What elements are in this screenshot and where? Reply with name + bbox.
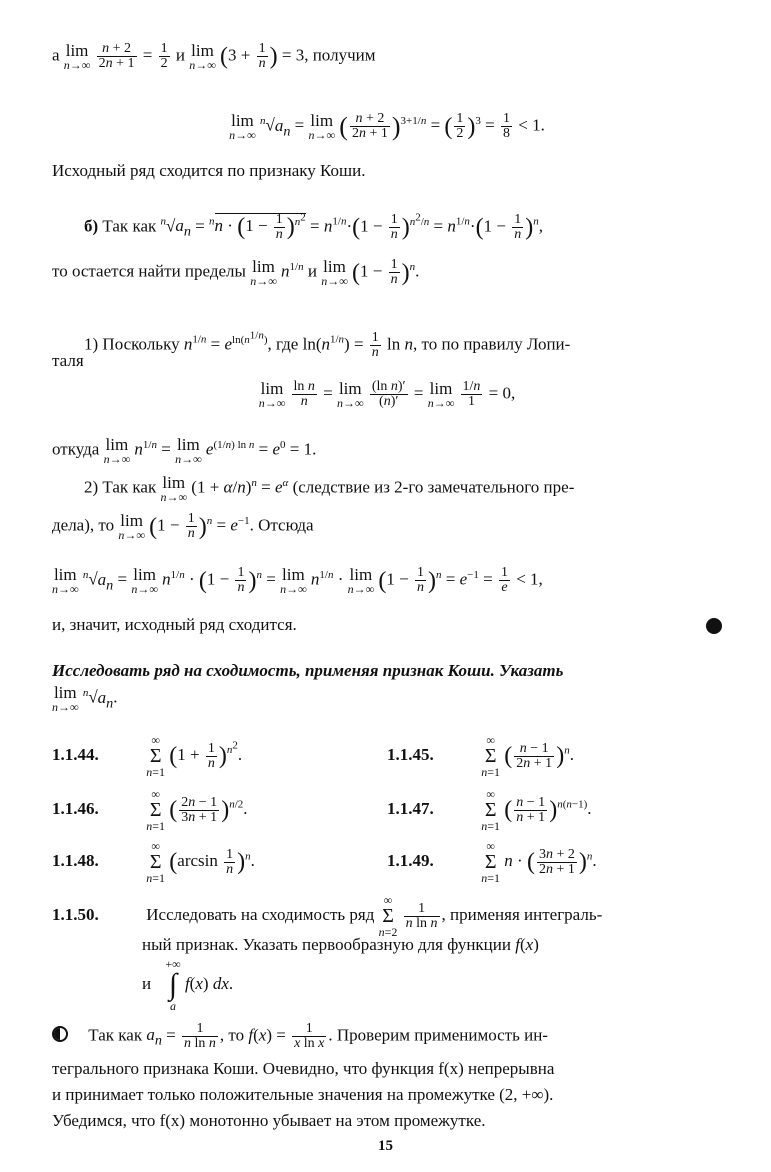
formula-12: lim n→∞ $^n√a_n = \lim$ n→∞ $n^{1/n} \cdot (1$ − $\frac{1}{n}$ )$^n$ = lim n→∞ $n^{1/n} \cdot \lim$ n→∞ (1 − $\frac{1}{n}$ )$^n = e^{-1}$ = $\frac{1}{e}$ < 1, — [52, 564, 543, 596]
text: . Отсюда — [249, 515, 314, 535]
text: ный признак. Указать первообразную для функции — [142, 935, 511, 954]
text: и — [175, 45, 185, 65]
item-label: б) — [84, 216, 99, 236]
solution-line-4: Убедимся, что f(x) монотонно убывает на этом промежутке. — [52, 1111, 486, 1130]
text: 2) Так как — [84, 477, 157, 497]
line-7: таля — [52, 351, 84, 370]
text: . Проверим применимость ин- — [328, 1025, 548, 1045]
solution-start-icon — [52, 1026, 68, 1042]
solution-line-1: Так как $a_n$ = $\frac{1}{\text{n ln n}}$ , то f(x) = $\frac{1}{\text{x ln x}}$ . Проверим применимость ин- — [52, 1022, 722, 1052]
text: Так как — [102, 216, 157, 236]
task-heading: Исследовать ряд на сходимость, применяя признак Коши. Указать — [52, 661, 564, 680]
fraction: $\frac{1}{2}$ — [160, 41, 168, 71]
text: (следствие из 2-го замечательного пре- — [292, 477, 575, 497]
exercise-number: 1.1.49. — [387, 850, 434, 870]
solution-line-3: и принимает только положительные значения на промежутке (2, +∞). — [52, 1085, 554, 1104]
exercise-number: 1.1.45. — [387, 744, 434, 764]
limit: lim n→∞ — [189, 40, 216, 72]
solution-line-2: тегрального признака Коши. Очевидно, что функция f(x) непрерывна — [52, 1059, 555, 1078]
line-4: б) Так как $^n√a_n = ^nn \cdot (1$ − $\frac{1}{n}$ )$^{n^2} = n^{1/n}\cdot(1$ − $\frac{1}{n}$ )$^{n^2/n} = n^{1/n}\cdot(1$ − $\frac{1}{n}$ )$^n$, — [84, 211, 543, 242]
exercise-50-line-2: ный признак. Указать первообразную для функции f(x) — [142, 935, 539, 954]
exercise-50-line-1: 1.1.50. Исследовать на сходимость ряд ∞ Σ n=2 $\frac{1}{\text{n ln n}}$ , применяя интеграль- — [52, 893, 603, 939]
exercise-number: 1.1.44. — [52, 744, 99, 764]
text: и — [142, 973, 152, 993]
formula-8: lim n→∞ $\frac{\text{ln n}}{n}$ = lim n→∞ $\frac{\text{(ln n)′}}{(n)'}$ = lim n→∞ $\frac{1/n}{1}$ = 0, — [258, 378, 516, 410]
text: , то по правилу Лопи- — [413, 334, 571, 354]
exercise-number: 1.1.50. — [52, 904, 99, 924]
text: откуда — [52, 439, 100, 459]
text: Исследовать на сходимость ряд — [146, 904, 375, 924]
text: и, значит, исходный ряд сходится. — [52, 615, 297, 634]
text: а — [52, 45, 60, 65]
text: , применяя интеграль- — [441, 904, 603, 924]
line-13 — [52, 614, 722, 636]
line-11: дела), то lim n→∞ (1 − $\frac{1}{n}$ )$^n = e^{-1}$. Отсюда — [52, 510, 314, 542]
line-6: 1) Поскольку $n^{1/n} = e^{ln(n^{1/n})}$, где $\ln(n^{1/n})$ = $\frac{1}{n}$ ln n, то по правилу Лопи- — [84, 329, 571, 360]
exercise-number: 1.1.46. — [52, 798, 99, 818]
end-of-proof-icon — [706, 618, 722, 634]
line-1: а lim n→∞ $\frac{n + 2}{2n + 1}$ = $\frac{1}{2}$ и lim n→∞ (3 + $\frac{1}{n}$ ) = 3, получим — [52, 40, 376, 72]
text: Так как — [88, 1025, 143, 1045]
exercise-number: 1.1.47. — [387, 798, 434, 818]
exercise-50-line-3: и +∞ ∫ a f(x) dx. — [142, 957, 234, 1013]
line-5: то остается найти пределы lim n→∞ $n^{1/n}$ и lim n→∞ (1 − $\frac{1}{n}$ )$^n$. — [52, 256, 420, 288]
page-number: 15 — [378, 1138, 393, 1154]
text: , то — [219, 1025, 245, 1045]
text: 1) Поскольку — [84, 334, 180, 354]
exercise-number: 1.1.48. — [52, 850, 99, 870]
limit: lim n→∞ — [63, 40, 91, 72]
exercise-row-1: 1.1.44. ∞ Σ n=1 (1 + $\frac{1}{n}$ )$^{n^2}$. 1.1.45. ∞ Σ n=1 ( $\frac{n - 1}{2n + 1}$ )$^n$. — [52, 733, 574, 779]
exercise-row-2: 1.1.46. ∞ Σ n=1 ( $\frac{2n - 1}{3n + 1}$ )$^{n/2}$. 1.1.47. ∞ Σ n=1 ( $\frac{n - 1}{n + 1}$ )$^{n(n-1)}$. — [52, 787, 592, 833]
text: то остается найти пределы — [52, 261, 246, 281]
fraction: $\frac{n + 2}{2n + 1}$ — [98, 41, 135, 71]
formula-2: lim n→∞ $^n√a_n = \lim$ n→∞ ( $\frac{n + 2}{2n + 1}$ )$^{3+1/n}$ = ( $\frac{1}{2}$ )$^3$ = $\frac{1}{8}$ < 1. — [229, 110, 545, 142]
text: < 1. — [518, 115, 545, 135]
line-9: откуда lim n→∞ $n^{1/n} = \lim$ n→∞ $e^{(1/n) ln n} = e^0 = 1$. — [52, 434, 317, 466]
text: , где — [267, 334, 299, 354]
line-10: 2) Так как lim n→∞ $(1 + \alpha/n)^n = e^\alpha$ (следствие из 2-го замечательного пре- — [84, 472, 575, 504]
exercise-row-3: 1.1.48. ∞ Σ n=1 (arcsin $\frac{1}{n}$ )$^n$. 1.1.49. ∞ Σ n=1 n · ( $\frac{3n + 2}{2n + 1}$ )$^n$. — [52, 839, 597, 885]
text: = 3, получим — [281, 45, 376, 65]
line-3: Исходный ряд сходится по признаку Коши. — [52, 161, 366, 180]
text: дела), то — [52, 515, 115, 535]
text: и — [307, 261, 317, 281]
task-heading-limit: lim n→∞ $^n√a_n$. — [52, 682, 118, 714]
